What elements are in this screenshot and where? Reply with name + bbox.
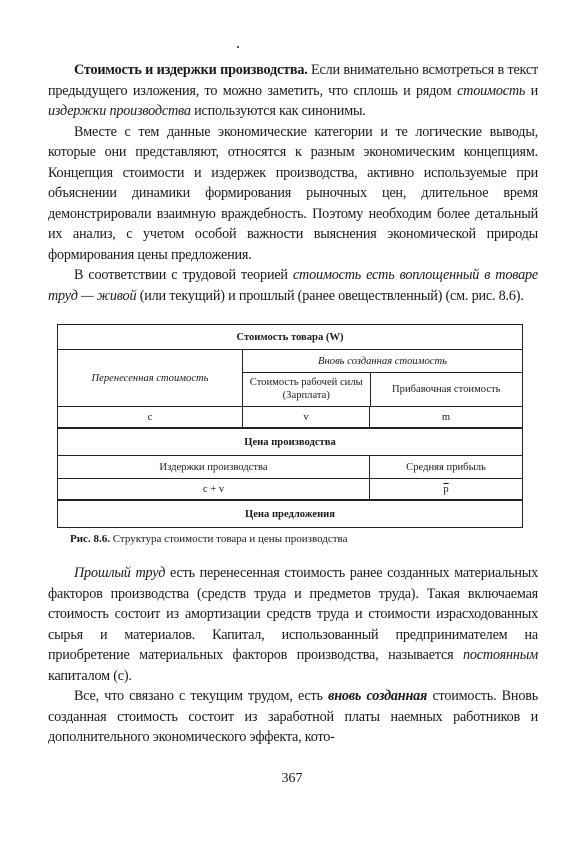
new-value-group bbox=[242, 350, 522, 406]
paragraph-1-and: и bbox=[525, 82, 538, 99]
paragraph-3 bbox=[48, 265, 538, 306]
term-value: стоимость bbox=[457, 82, 526, 99]
paragraph-2: Вместе с тем данные экономические категории и те логические выводы, которые они представляют, относятся к разным экономическим концепциям. Концепция стоимости и издержек производства, активно используемые при объяснении динамики формирования рыночных цен, длительное время демонстрировали взаимную враждебность. Поэтому необходим более детальный их анализ, с учетом особой важности выяснения экономической природы формирования цены предложения. bbox=[48, 123, 538, 263]
m-cell: m bbox=[369, 407, 522, 427]
surplus-value-cell: Прибавочная стоимость bbox=[370, 373, 522, 406]
paragraph-3-end: (или текущий) и прошлый (ранее овеществленный) (см. рис. 8.6). bbox=[136, 287, 524, 304]
paragraph-5-text: Все, что связано с текущим трудом, есть bbox=[74, 688, 329, 704]
commodity-value-header: Стоимость товара (W) bbox=[236, 331, 344, 343]
p-bar-symbol: $\overline{p}$ bbox=[443, 483, 449, 495]
labor-cost-cell: Стоимость рабочей силы (Зарплата) bbox=[249, 377, 363, 401]
paragraph-3-text: В соответствии с трудовой теорией bbox=[74, 267, 293, 283]
v-cell: v bbox=[242, 407, 369, 427]
production-price-header: Цена производства bbox=[244, 436, 336, 448]
bottom-text bbox=[48, 563, 538, 748]
caption-label: Рис. 8.6. bbox=[70, 533, 110, 545]
value-structure-diagram bbox=[57, 324, 523, 528]
transferred-value-cell: Перенесенная стоимость bbox=[91, 372, 209, 384]
section-lead: Стоимость и издержки производства. bbox=[74, 62, 308, 78]
speck bbox=[237, 46, 239, 48]
paragraph-4-end: капиталом (с). bbox=[48, 667, 132, 684]
c-plus-v-cell: c + v bbox=[202, 483, 225, 495]
paragraph-4-text: есть перенесенная стоимость ранее созданных материальных факторов производства (средств труда и предметов труда). Такая включаемая стоимость состоит из амортизации средств труда и стоимости израсходованных сырья и материалов. Капитал, использованный предпринимателем на приобретение материальных факторов производства, называется bbox=[48, 565, 539, 663]
paragraph-1-text: Если внимательно всмотреться в текст предыдущего изложения, то можно заметить, что сплошь и рядом bbox=[48, 62, 538, 99]
constant-term: постоянным bbox=[463, 647, 538, 663]
paragraph-4 bbox=[48, 563, 538, 686]
new-value-split bbox=[243, 373, 522, 406]
supply-price-header: Цена предложения bbox=[244, 508, 336, 520]
c-cell: c bbox=[147, 411, 153, 423]
past-labor-term: Прошлый труд bbox=[74, 565, 166, 581]
paragraph-1-end: используются как синонимы. bbox=[190, 103, 366, 119]
top-text bbox=[48, 60, 538, 306]
paragraph-1 bbox=[48, 60, 538, 122]
production-costs-cell: Издержки производства bbox=[159, 461, 268, 473]
caption-text: Структура стоимости товара и цены производства bbox=[109, 533, 348, 545]
new-value-term: вновь созданная bbox=[328, 688, 428, 704]
paragraph-5 bbox=[48, 686, 538, 748]
new-value-header: Вновь созданная стоимость bbox=[243, 351, 522, 373]
figure-caption bbox=[70, 532, 530, 546]
labor-theory-definition: стоимость есть воплощенный в товаре труд — живой bbox=[48, 267, 538, 304]
average-profit-cell: Средняя прибыль bbox=[369, 456, 522, 478]
term-costs: издержки производства bbox=[48, 103, 191, 119]
p-cell bbox=[369, 479, 522, 499]
paragraph-5-end: стоимость. Вновь созданная стоимость состоит из заработной платы наемных работников и дополнительного экономического эффекта, кото- bbox=[48, 688, 538, 745]
page-number: 367 bbox=[281, 771, 303, 786]
